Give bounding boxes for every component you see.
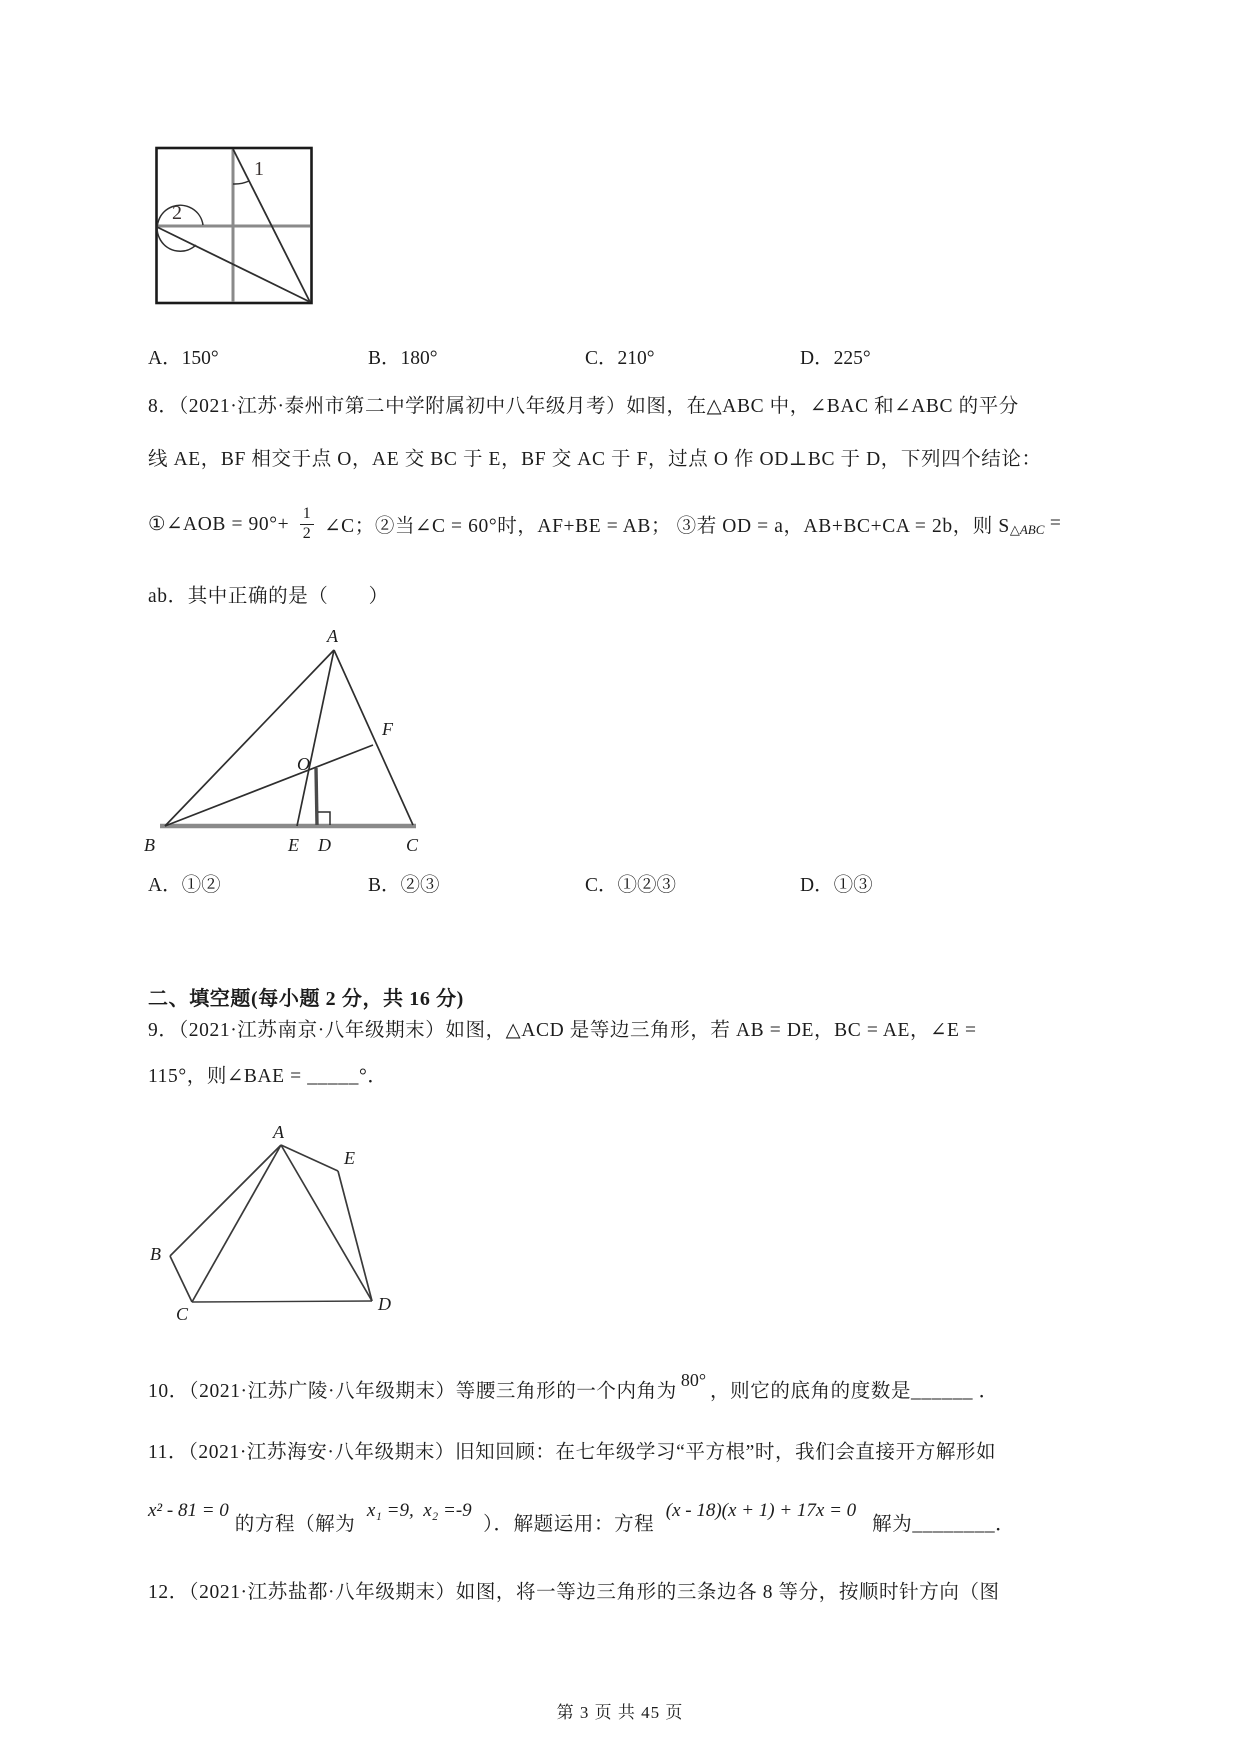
q8-label-D: D [318,835,331,855]
q8-option-c: C．①②③ [585,875,677,896]
q8-label-B: B [144,835,155,855]
q9-label-B: B [150,1244,161,1264]
q9-label-D: D [378,1294,391,1314]
side-CD [192,1301,372,1302]
q8-option-a: A．①② [148,875,221,896]
q8-label-O: O [297,754,310,774]
side-AD [281,1145,372,1301]
q10-angle-value: 80° [680,1369,707,1390]
prev-option-c: C．210° [585,348,655,369]
side-AC [192,1145,281,1302]
one-half-fraction [300,505,314,543]
q11-equation-1: x² - 81 = 0 [148,1500,229,1521]
square-angle-figure [155,146,315,308]
q8-line3-post: ∠C；②当∠C = 60°时，AF+BE = AB； ③若 OD = a，AB+BC+CA = 2b，则 S [318,516,1010,537]
q8-line-4: ab．其中正确的是（ ） [148,586,389,607]
angle-2-label: 2 [172,202,182,224]
q8-label-A: A [327,626,338,646]
q8-label-E: E [288,835,299,855]
q8-line-1: 8．（2021·江苏·泰州市第二中学附属初中八年级月考）如图，在△ABC 中，∠BAC 和∠ABC 的平分 [148,396,1019,417]
side-AB [165,650,334,826]
bisector-BF [165,745,373,826]
q8-line3-pre: ①∠AOB = 90°+ [148,514,295,535]
q9-line-2: 115°，则∠BAE = _____°． [148,1066,388,1087]
q9-label-E: E [344,1148,355,1168]
q8-option-d: D．①③ [800,875,873,896]
angle-1-label: 1 [254,158,264,180]
page-footer: 第 3 页 共 45 页 [556,1703,684,1722]
q8-line-3 [148,492,1061,556]
q11-solutions: x₁ =9, x₂ =-9 [366,1500,472,1521]
q8-s-triangle-subscript: △ABC [1009,522,1045,537]
q8-label-F: F [382,719,393,739]
q9-label-C: C [176,1304,189,1324]
prev-option-d: D．225° [800,348,871,369]
q10-post: ，则它的底角的度数是______ ． [710,1381,999,1402]
q8-option-b: B．②③ [368,875,440,896]
q8-line3-equals: = [1044,513,1062,534]
triangle-bisector-figure [130,622,430,860]
segment-OD [316,768,317,825]
fraction-numerator: 1 [300,505,314,524]
q11-line-1: 11．（2021·江苏海安·八年级期末）旧知回顾：在七年级学习“平方根”时，我们会直接开方解形如 [148,1442,997,1463]
side-ED [338,1171,372,1301]
fraction-denominator: 2 [302,524,311,542]
q9-line-1: 9．（2021·江苏南京·八年级期末）如图，△ACD 是等边三角形，若 AB = DE，BC = AE，∠E = [148,1020,977,1041]
q11-line-2 [148,1500,1015,1544]
q11-mid-1: 的方程（解为 [234,1514,361,1535]
section-2-title: 二、填空题(每小题 2 分，共 16 分) [148,988,464,1010]
side-BC [170,1256,192,1302]
q10-pre: 10．（2021·江苏广陵·八年级期末）等腰三角形的一个内角为 [148,1381,677,1402]
q8-label-C: C [406,835,419,855]
prev-option-b: B．180° [368,348,438,369]
q11-end: 解为________． [872,1514,1016,1535]
side-AB [170,1145,281,1256]
q11-mid-2: ）．解题运用：方程 [477,1514,660,1535]
side-AC [334,650,413,825]
right-angle-mark [318,812,330,825]
q10-line [148,1369,999,1406]
equilateral-triangle-figure [140,1118,402,1332]
q9-label-A: A [273,1122,284,1142]
prev-option-a: A．150° [148,348,219,369]
q11-equation-2: (x - 18)(x + 1) + 17x = 0 [665,1500,857,1521]
q12-line-1: 12．（2021·江苏盐都·八年级期末）如图，将一等边三角形的三条边各 8 等分，按顺时针方向（图 [148,1582,1000,1603]
q8-line-2: 线 AE，BF 相交于点 O，AE 交 BC 于 E，BF 交 AC 于 F，过点 O 作 OD⊥BC 于 D，下列四个结论： [148,449,1042,470]
